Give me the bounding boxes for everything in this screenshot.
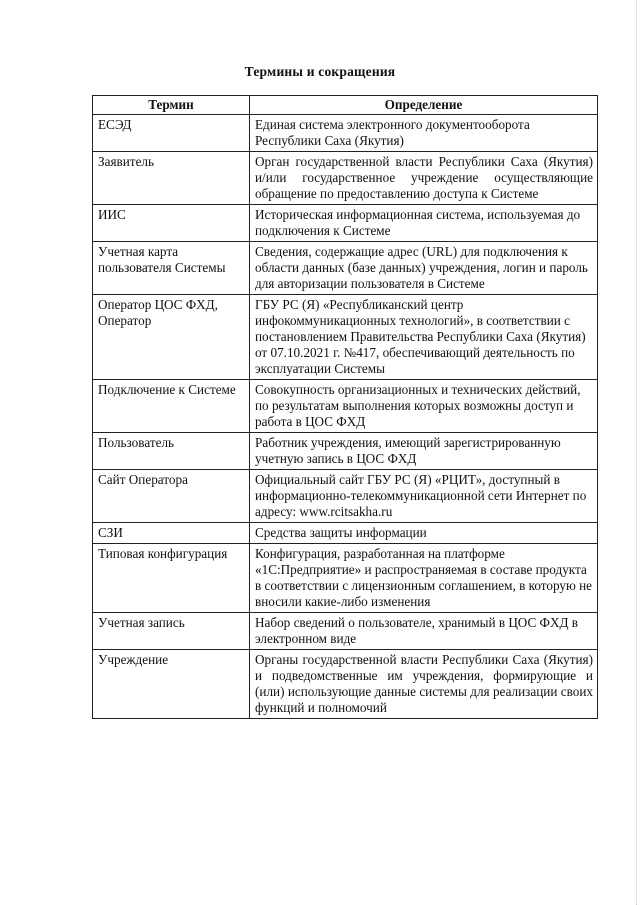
definition-cell: Единая система электронного документооборота Республики Саха (Якутия): [250, 115, 598, 152]
table-row: [93, 242, 598, 295]
term-cell: ЕСЭД: [93, 115, 250, 152]
table-row: [93, 650, 598, 719]
table-row: [93, 295, 598, 380]
definition-cell: Официальный сайт ГБУ РС (Я) «РЦИТ», доступный в информационно-телекоммуникационной сети Интернет по адресу: www.rcitsakha.ru: [250, 470, 598, 523]
definition-cell: ГБУ РС (Я) «Республиканский центр инфокоммуникационных технологий», в соответствии с постановлением Правительства Республики Саха (Якутия) от 07.10.2021 г. №417, обеспечивающий деятельность по эксплуатации Системы: [250, 295, 598, 380]
term-cell: Заявитель: [93, 152, 250, 205]
term-cell: ИИС: [93, 205, 250, 242]
term-cell: Оператор ЦОС ФХД, Оператор: [93, 295, 250, 380]
definition-cell: Сведения, содержащие адрес (URL) для подключения к области данных (базе данных) учреждения, логин и пароль для авторизации пользователя в Системе: [250, 242, 598, 295]
term-cell: Типовая конфигурация: [93, 544, 250, 613]
table-row: [93, 152, 598, 205]
terms-table: [92, 95, 598, 719]
definition-cell: Совокупность организационных и технических действий, по результатам выполнения которых возможны доступ и работа в ЦОС ФХД: [250, 380, 598, 433]
header-definition: Определение: [250, 96, 598, 115]
definition-cell: Органы государственной власти Республики Саха (Якутия) и подведомственные им учреждения, формирующие и (или) использующие данные системы для реализации своих функций и полномочий: [250, 650, 598, 719]
table-row: [93, 470, 598, 523]
table-row: [93, 613, 598, 650]
page-title: Термины и сокращения: [244, 64, 396, 79]
header-term: Термин: [93, 96, 250, 115]
table-header-row: [93, 96, 598, 115]
definition-cell: Конфигурация, разработанная на платформе «1С:Предприятие» и распространяемая в составе продукта в соответствии с лицензионным соглашением, в которую не вносили какие-либо изменения: [250, 544, 598, 613]
scan-edge-artifact: [635, 0, 637, 905]
table-row: [93, 544, 598, 613]
term-cell: Пользователь: [93, 433, 250, 470]
definition-cell: Историческая информационная система, используемая до подключения к Системе: [250, 205, 598, 242]
term-cell: СЗИ: [93, 523, 250, 544]
definition-cell: Средства защиты информации: [250, 523, 598, 544]
term-cell: Учетная запись: [93, 613, 250, 650]
table-row: [93, 205, 598, 242]
term-cell: Подключение к Системе: [93, 380, 250, 433]
table-row: [93, 523, 598, 544]
table-row: [93, 115, 598, 152]
term-cell: Учетная карта пользователя Системы: [93, 242, 250, 295]
term-cell: Учреждение: [93, 650, 250, 719]
definition-cell: Работник учреждения, имеющий зарегистрированную учетную запись в ЦОС ФХД: [250, 433, 598, 470]
definition-cell: Набор сведений о пользователе, хранимый в ЦОС ФХД в электронном виде: [250, 613, 598, 650]
table-row: [93, 380, 598, 433]
definition-cell: Орган государственной власти Республики Саха (Якутия) и/или государственное учреждение осуществляющие обращение по предоставлению доступа к Системе: [250, 152, 598, 205]
table-row: [93, 433, 598, 470]
term-cell: Сайт Оператора: [93, 470, 250, 523]
